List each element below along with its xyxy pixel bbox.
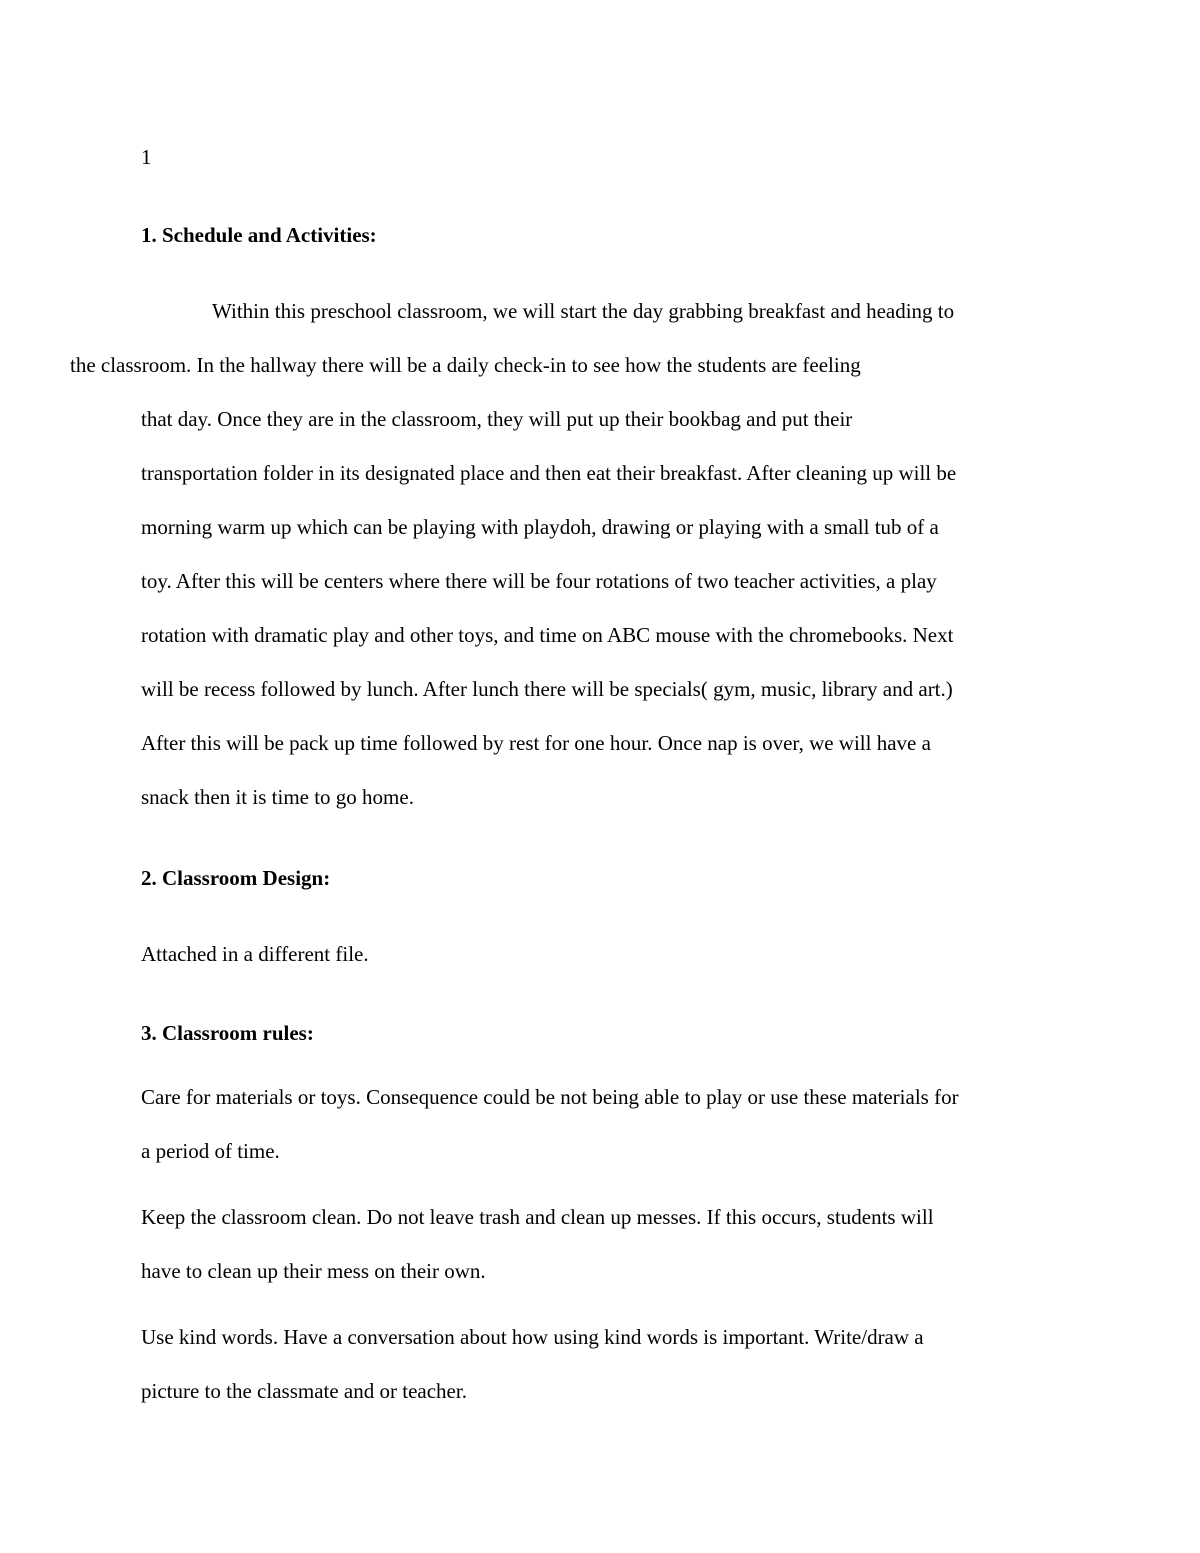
- text-line: Keep the classroom clean. Do not leave trash and clean up messes. If this occurs, students will: [141, 1205, 934, 1229]
- text-line: that day. Once they are in the classroom, they will put up their bookbag and put their: [141, 407, 853, 431]
- text-line: rotation with dramatic play and other toys, and time on ABC mouse with the chromebooks. Next: [141, 623, 954, 647]
- text-line: have to clean up their mess on their own.: [141, 1259, 486, 1283]
- text-line: picture to the classmate and or teacher.: [141, 1379, 467, 1403]
- paragraph-classroom-design: [141, 927, 1066, 981]
- page-number: 1: [141, 145, 152, 169]
- paragraph-rule-clean: [141, 1190, 1066, 1298]
- text-line: Within this preschool classroom, we will start the day grabbing breakfast and heading to: [212, 299, 955, 323]
- text-line: morning warm up which can be playing with playdoh, drawing or playing with a small tub of a: [141, 515, 939, 539]
- text-line: Use kind words. Have a conversation about how using kind words is important. Write/draw a: [141, 1325, 924, 1349]
- paragraph-schedule: [70, 284, 1066, 824]
- text-line: transportation folder in its designated place and then eat their breakfast. After cleaning up will be: [141, 461, 957, 485]
- text-line: the classroom. In the hallway there will be a daily check-in to see how the students are feeling: [70, 353, 861, 377]
- text-line: Care for materials or toys. Consequence could be not being able to play or use these materials for: [141, 1085, 959, 1109]
- text-line: a period of time.: [141, 1139, 280, 1163]
- text-line: toy. After this will be centers where there will be four rotations of two teacher activities, a play: [141, 569, 937, 593]
- paragraph-rule-kind-words: [141, 1310, 1066, 1418]
- section-heading-classroom-design: 2. Classroom Design:: [141, 866, 331, 890]
- text-line: After this will be pack up time followed by rest for one hour. Once nap is over, we will have a: [141, 731, 931, 755]
- text-line: Attached in a different file.: [141, 942, 369, 966]
- paragraph-rule-materials: [141, 1070, 1066, 1178]
- section-heading-schedule: 1. Schedule and Activities:: [141, 223, 377, 247]
- text-line: will be recess followed by lunch. After lunch there will be specials( gym, music, library and art.): [141, 677, 953, 701]
- section-heading-classroom-rules: 3. Classroom rules:: [141, 1021, 314, 1045]
- text-line: snack then it is time to go home.: [141, 785, 414, 809]
